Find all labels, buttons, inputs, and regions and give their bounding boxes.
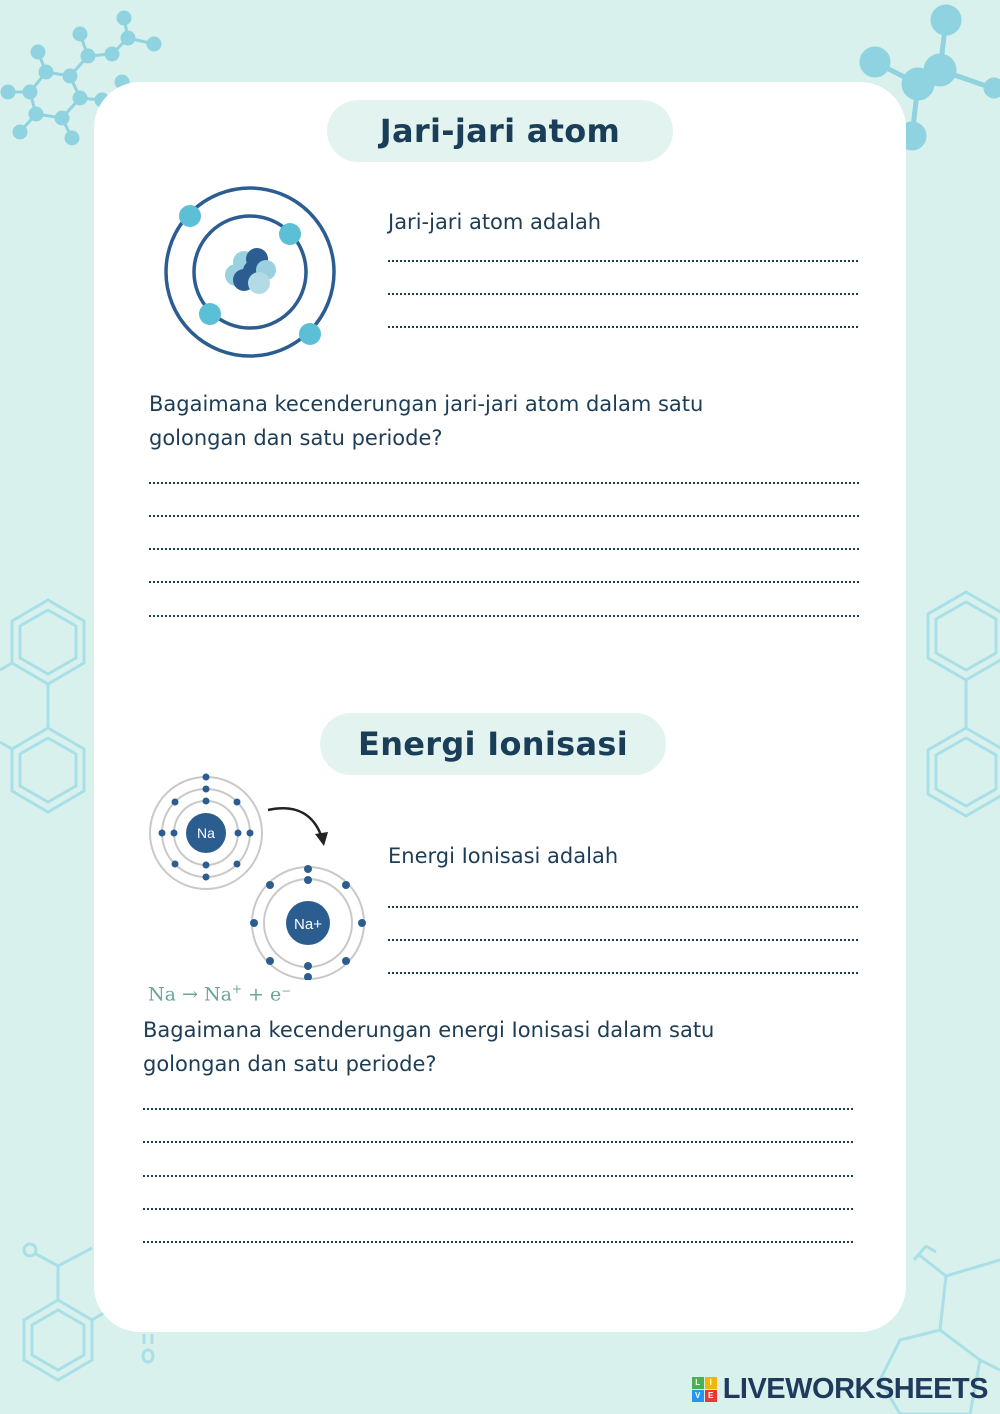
answer-line-ie-trend-3[interactable] (143, 1175, 853, 1177)
section-title-ionization-energy: Energi Ionisasi (320, 713, 666, 775)
answer-line-radius-trend-3[interactable] (149, 548, 859, 550)
answer-line-ie-trend-1[interactable] (143, 1108, 853, 1110)
answer-line-ie-trend-2[interactable] (143, 1141, 853, 1143)
answer-line-radius-trend-5[interactable] (149, 615, 859, 617)
arrow-head-icon (315, 832, 328, 846)
arrow-icon (268, 808, 322, 838)
atom-model-icon (158, 180, 342, 364)
answer-line-radius-def-1[interactable] (388, 260, 858, 262)
liveworksheets-logo-icon: L I V E (692, 1377, 717, 1402)
answer-line-ie-def-3[interactable] (388, 972, 858, 974)
question-line-2: golongan dan satu periode? (143, 1052, 437, 1076)
brand-name: LIVEWORKSHEETS (722, 1372, 988, 1405)
biphenyl-icon-right (928, 592, 1000, 816)
answer-line-ie-trend-5[interactable] (143, 1241, 853, 1243)
ionization-diagram (146, 770, 376, 980)
sodium-atom-icon (150, 774, 262, 890)
sodium-ion-label: Na+ (294, 916, 322, 933)
answer-line-radius-trend-4[interactable] (149, 581, 859, 583)
ionization-equation: Na → Na+ + e⁻ (148, 982, 292, 1006)
biphenyl-icon-left (0, 600, 84, 812)
question-line-1: Bagaimana kecenderungan energi Ionisasi dalam satu (143, 1018, 715, 1042)
answer-line-ie-def-1[interactable] (388, 906, 858, 908)
sodium-atom-label: Na (197, 825, 215, 841)
worksheet-card (94, 82, 906, 1332)
sodium-ion-icon (250, 865, 366, 980)
section-title-atomic-radius: Jari-jari atom (327, 100, 673, 162)
liveworksheets-brand (692, 1372, 988, 1406)
question-line-2: golongan dan satu periode? (149, 426, 443, 450)
atomic-radius-definition-prompt: Jari-jari atom adalah (388, 210, 602, 234)
ionization-question (143, 1013, 853, 1081)
ionization-definition-prompt: Energi Ionisasi adalah (388, 844, 619, 868)
answer-line-radius-def-3[interactable] (388, 326, 858, 328)
answer-line-radius-trend-2[interactable] (149, 515, 859, 517)
answer-line-radius-trend-1[interactable] (149, 482, 859, 484)
question-line-1: Bagaimana kecenderungan jari-jari atom dalam satu (149, 392, 704, 416)
answer-line-ie-trend-4[interactable] (143, 1208, 853, 1210)
answer-line-ie-def-2[interactable] (388, 939, 858, 941)
atomic-radius-question (149, 387, 849, 455)
answer-line-radius-def-2[interactable] (388, 293, 858, 295)
